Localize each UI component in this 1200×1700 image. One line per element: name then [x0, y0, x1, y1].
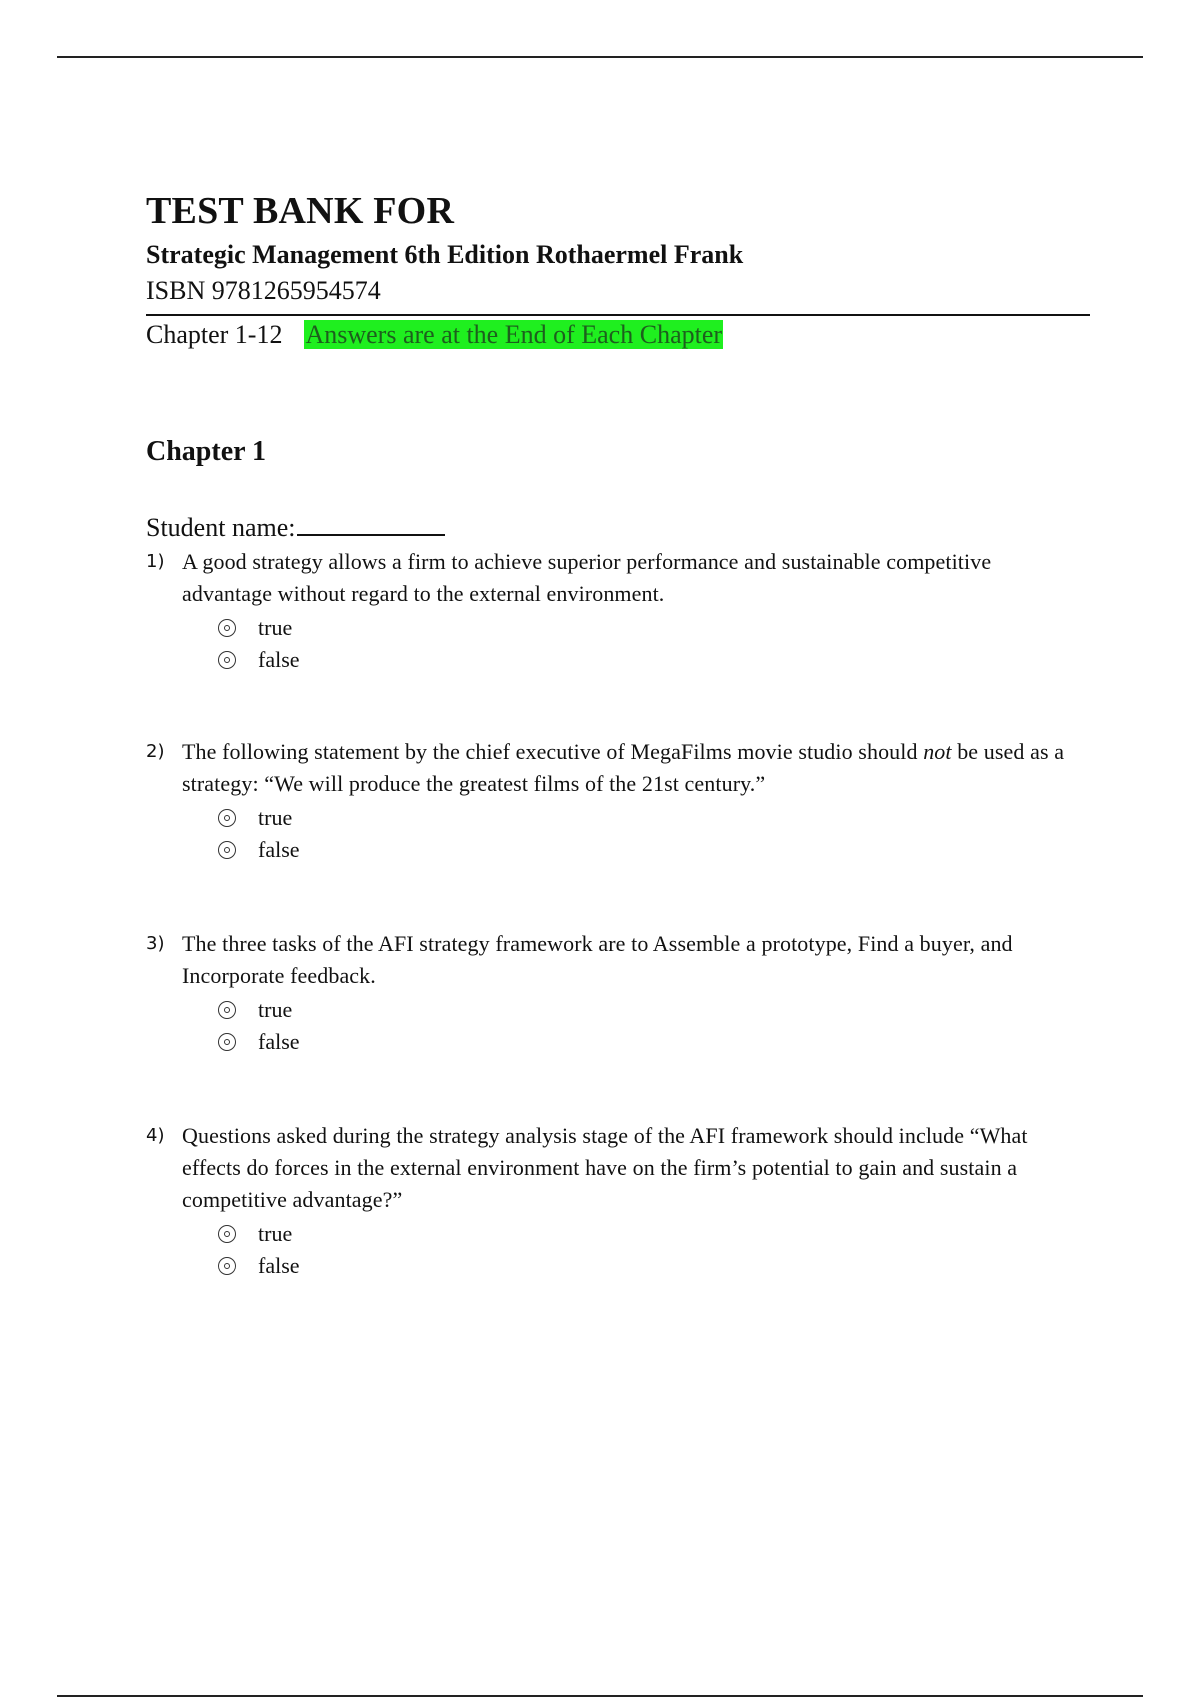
option-label: true [258, 805, 293, 830]
question-number: 3) [146, 933, 165, 954]
question-text: A good strategy allows a firm to achieve superior performance and sustainable competitive advantage without regard to the external environment. [182, 549, 992, 606]
radio-button-icon[interactable] [218, 651, 236, 669]
question-number: 2) [146, 741, 165, 762]
option-label: true [258, 1221, 293, 1246]
question-text [182, 736, 1076, 800]
student-name-field[interactable] [297, 510, 445, 536]
question-number: 1) [146, 551, 165, 572]
answer-options [218, 1218, 1076, 1282]
answers-note: Answers are at the End of Each Chapter [305, 320, 723, 349]
answer-options [218, 802, 1076, 866]
option-label: false [258, 647, 300, 672]
question-1 [146, 546, 1076, 676]
answer-options [218, 612, 1076, 676]
radio-button-icon[interactable] [218, 619, 236, 637]
radio-button-icon[interactable] [218, 809, 236, 827]
header-divider [146, 314, 1090, 316]
option-false[interactable] [218, 1250, 1076, 1282]
document-header [146, 188, 1090, 352]
option-false[interactable] [218, 834, 1076, 866]
question-2 [146, 736, 1076, 866]
option-label: false [258, 1029, 300, 1054]
option-true[interactable] [218, 802, 1076, 834]
question-3 [146, 928, 1076, 1058]
option-label: true [258, 615, 293, 640]
question-text-part: be used as a strategy: “We will produce the greatest films of the 21st century.” [182, 739, 1065, 796]
question-text: The three tasks of the AFI strategy framework are to Assemble a prototype, Find a buyer, and Incorporate feedback. [182, 931, 1013, 988]
radio-button-icon[interactable] [218, 1257, 236, 1275]
student-name-line [146, 510, 445, 545]
option-true[interactable] [218, 994, 1076, 1026]
radio-button-icon[interactable] [218, 1033, 236, 1051]
option-true[interactable] [218, 612, 1076, 644]
radio-button-icon[interactable] [218, 841, 236, 859]
top-rule [57, 56, 1143, 58]
option-true[interactable] [218, 1218, 1076, 1250]
student-name-label: Student name: [146, 513, 296, 542]
option-label: false [258, 837, 300, 862]
chapter-range: Chapter 1-12 [146, 320, 283, 349]
question-text: Questions asked during the strategy analysis stage of the AFI framework should include “What effects do forces in the external environment have on the firm’s potential to gain and sustain a competitive advantage?” [182, 1123, 1028, 1212]
chapter-heading: Chapter 1 [146, 436, 267, 467]
book-title: Strategic Management 6th Edition Rothaermel Frank [146, 240, 744, 269]
question-text-part: The following statement by the chief executive of MegaFilms movie studio should [182, 739, 924, 764]
question-number: 4) [146, 1125, 165, 1146]
chapter-range-line [146, 318, 1090, 352]
option-false[interactable] [218, 1026, 1076, 1058]
option-label: false [258, 1253, 300, 1278]
answer-options [218, 994, 1076, 1058]
document-title: TEST BANK FOR [146, 190, 455, 232]
bottom-rule [57, 1695, 1143, 1697]
radio-button-icon[interactable] [218, 1001, 236, 1019]
option-false[interactable] [218, 644, 1076, 676]
isbn: ISBN 9781265954574 [146, 276, 381, 305]
radio-button-icon[interactable] [218, 1225, 236, 1243]
question-text-emphasis: not [923, 739, 952, 764]
option-label: true [258, 997, 293, 1022]
question-4 [146, 1120, 1076, 1282]
